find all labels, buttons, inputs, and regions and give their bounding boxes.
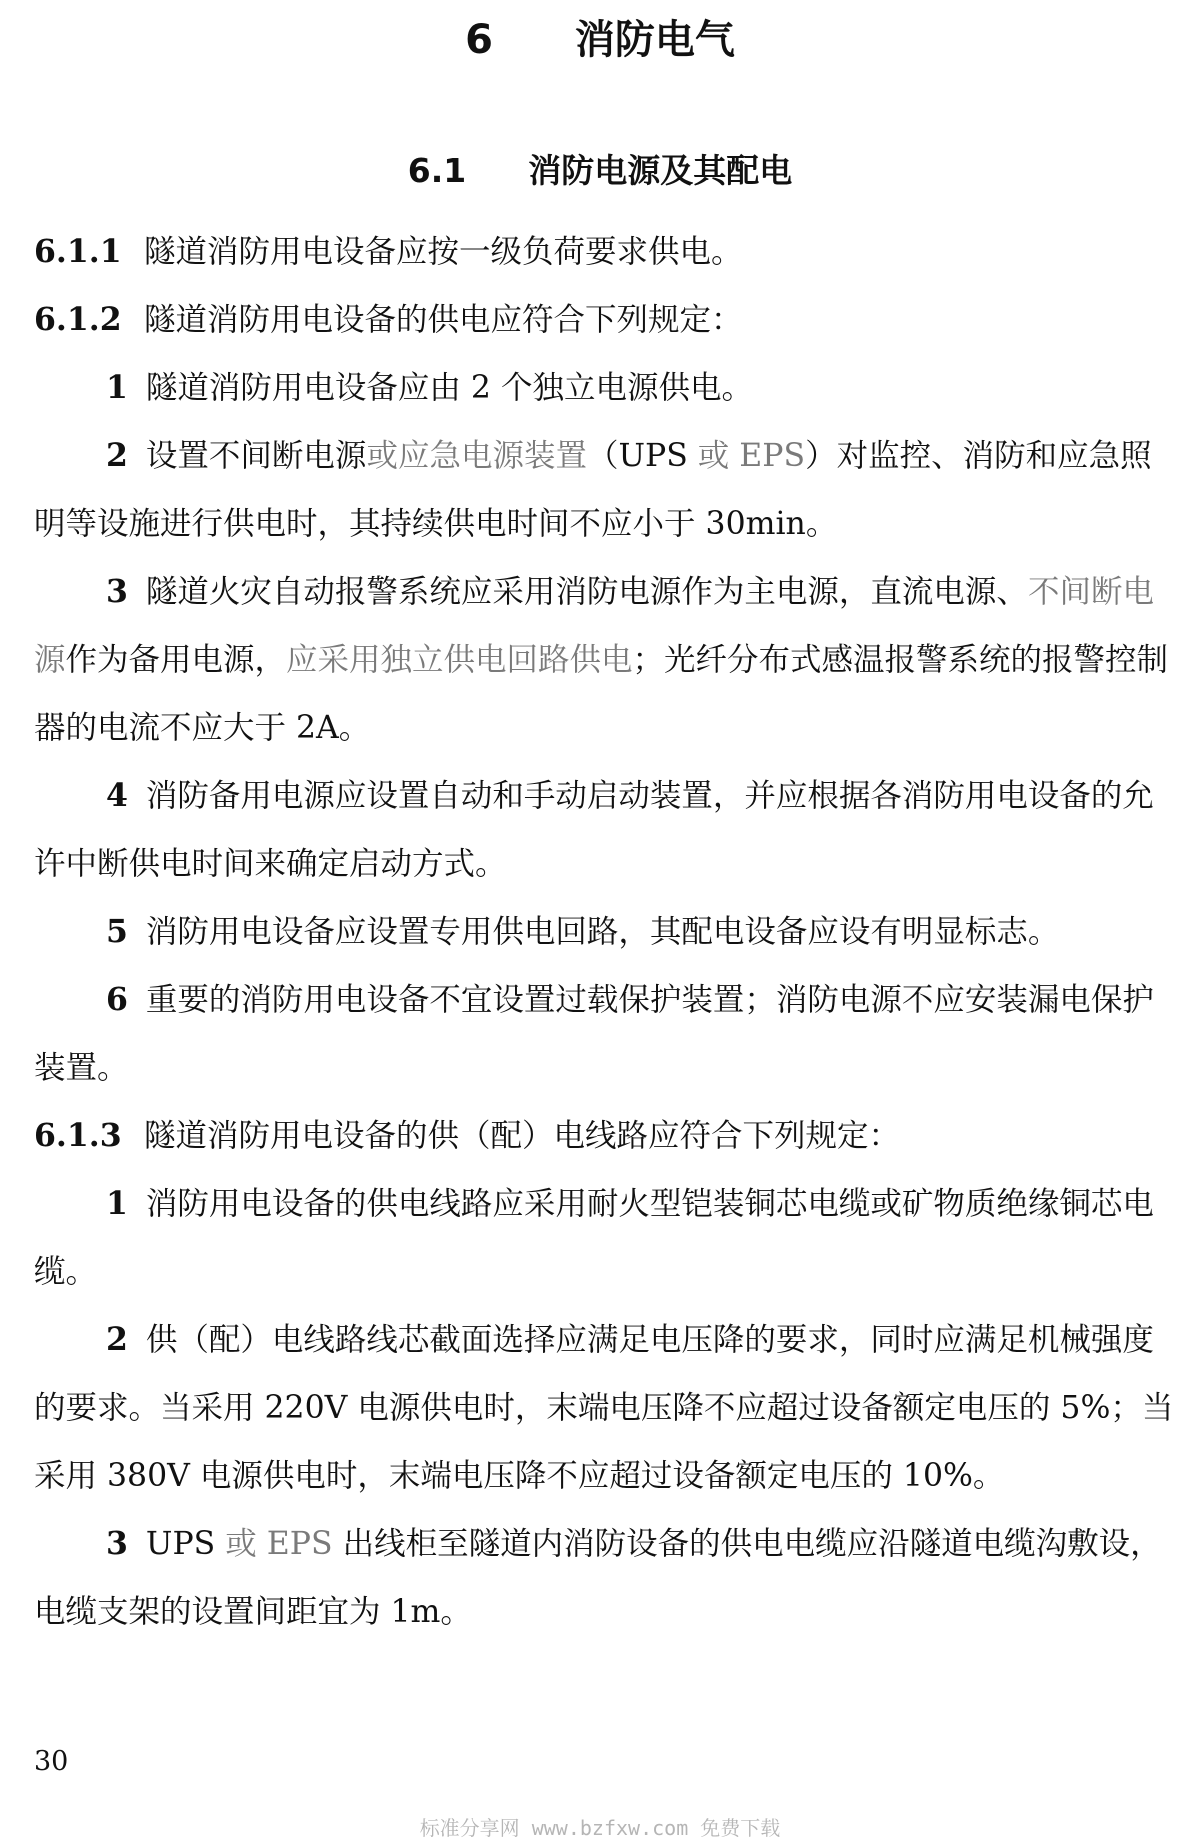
item-number: 4 bbox=[106, 777, 128, 814]
item-text: 隧道消防用电设备应由 2 个独立电源供电。 bbox=[145, 370, 753, 406]
clause-number: 6.1.2 bbox=[34, 301, 122, 338]
clause-text: 隧道消防用电设备的供（配）电线路应符合下列规定： bbox=[144, 1118, 901, 1154]
clause-6-1-3 bbox=[34, 1102, 1174, 1170]
item-text: 隧道火灾自动报警系统应采用消防电源作为主电源，直流电源、 bbox=[145, 574, 1028, 610]
item-text-gray: 或 EPS bbox=[225, 1526, 333, 1562]
item-number: 5 bbox=[106, 913, 128, 950]
item-text: 出线柜至隧道内消防设备的供电电缆应沿隧道电缆沟敷设，电缆支架的设置间距宜为 1m。 bbox=[34, 1526, 1162, 1630]
section-number: 6.1 bbox=[407, 151, 467, 190]
clause-6-1-2 bbox=[34, 286, 1174, 354]
document-body bbox=[34, 218, 1174, 1646]
item-text: 其持续供电时间不应小于 30min。 bbox=[349, 506, 838, 542]
item-text: 作为备用电源， bbox=[65, 642, 287, 678]
item-text: 消防备用电源应设置自动和手动启动装置，并应根据各消防用电设备的允许中断供电时间来确定启动方式。 bbox=[34, 778, 1154, 882]
clause-text: 隧道消防用电设备应按一级负荷要求供电。 bbox=[144, 234, 743, 270]
item-text: ；光纤分布式感温报警系统的报警控制器的电流不应大于 2A。 bbox=[34, 642, 1169, 746]
clause-item bbox=[34, 422, 1174, 558]
item-number: 1 bbox=[106, 369, 128, 406]
item-number: 2 bbox=[106, 1321, 128, 1358]
item-text: 消防用电设备应设置专用供电回路，其配电设备应设有明显标志。 bbox=[145, 914, 1060, 950]
item-text: 消防用电设备的供电线路应采用耐火型铠装铜芯电缆或矿物质绝缘铜芯电缆。 bbox=[34, 1186, 1154, 1290]
section-title-text: 消防电源及其配电 bbox=[528, 151, 793, 190]
clause-item bbox=[34, 762, 1174, 898]
clause-item bbox=[34, 354, 1174, 422]
item-text: 设置不间断电源 bbox=[145, 438, 367, 474]
clause-item bbox=[34, 898, 1174, 966]
item-text: 供（配）电线路线芯截面选择应满足电压降的要求，同时应满足机械强度的要求。当采用 220V 电源供电时，末端电压降不应超过设备额定电压的 5%；当采用 380V 电源供电时，末端电压降不应超过设备额定电压的 10%。 bbox=[34, 1322, 1174, 1494]
clause-item bbox=[34, 1170, 1174, 1306]
item-text: UPS bbox=[145, 1526, 226, 1562]
chapter-title bbox=[0, 10, 1200, 70]
item-number: 6 bbox=[106, 981, 128, 1018]
clause-number: 6.1.1 bbox=[34, 233, 122, 270]
item-text-gray: 不间断电源 bbox=[34, 574, 1154, 678]
clause-item bbox=[34, 1306, 1174, 1510]
item-text: 重要的消防用电设备不宜设置过载保护装置；消防电源不应安装漏电保护装置。 bbox=[34, 982, 1154, 1086]
item-text-gray: 或应急电源装置 bbox=[366, 438, 587, 474]
clause-item bbox=[34, 1510, 1174, 1646]
item-number: 2 bbox=[106, 437, 128, 474]
item-text: ）对监控、消防和应急照明等设施进行供电时， bbox=[34, 438, 1152, 542]
chapter-title-text: 消防电气 bbox=[574, 17, 735, 63]
clause-6-1-1 bbox=[34, 218, 1174, 286]
section-title bbox=[0, 145, 1200, 197]
clause-item bbox=[34, 966, 1174, 1102]
item-number: 1 bbox=[106, 1185, 128, 1222]
item-number: 3 bbox=[106, 573, 128, 610]
clause-number: 6.1.3 bbox=[34, 1117, 122, 1154]
item-text-gray: 应采用独立供电回路供电 bbox=[286, 642, 633, 678]
item-text-gray: 或 EPS bbox=[697, 438, 806, 474]
clause-text: 隧道消防用电设备的供电应符合下列规定： bbox=[144, 302, 743, 338]
clause-item bbox=[34, 558, 1174, 762]
item-text: （UPS bbox=[586, 438, 698, 474]
item-number: 3 bbox=[106, 1525, 128, 1562]
chapter-number: 6 bbox=[465, 17, 493, 63]
page-number: 30 bbox=[34, 1746, 69, 1777]
watermark-text: 标准分享网 www.bzfxw.com 免费下载 bbox=[419, 1816, 781, 1840]
